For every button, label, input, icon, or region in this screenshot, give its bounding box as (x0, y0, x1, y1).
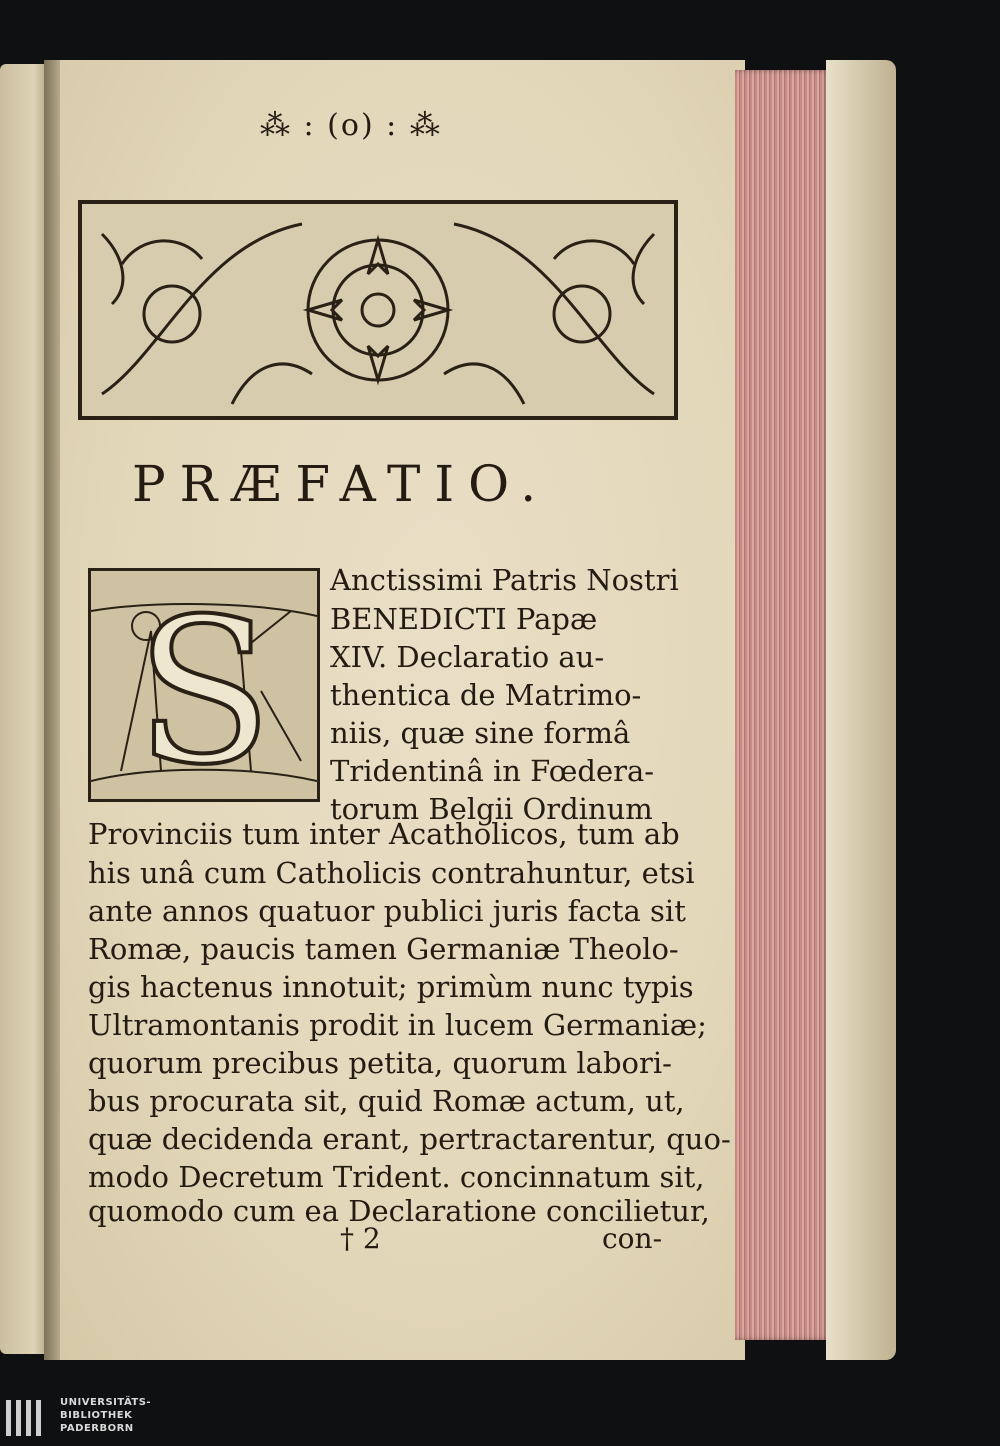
running-head: ⁂ : (o) : ⁂ (260, 108, 442, 143)
library-logo-text (60, 1396, 151, 1435)
book-cover-edge (826, 60, 896, 1360)
drop-cap-illustration-icon (91, 571, 317, 799)
body-line: quæ decidenda erant, pertractarentur, quo- (88, 1122, 731, 1156)
woodcut-headpiece (78, 200, 678, 420)
body-line: his unâ cum Catholicis contrahuntur, etsi (88, 856, 695, 890)
body-line: Ultramontanis prodit in lucem Germaniæ; (88, 1008, 707, 1042)
body-line: quorum precibus petita, quorum labori- (88, 1046, 672, 1080)
library-logo-icon (6, 1400, 50, 1436)
body-line: Anctissimi Patris Nostri (330, 563, 679, 597)
body-line: bus procurata sit, quid Romæ actum, ut, (88, 1084, 685, 1118)
left-page-edge (0, 64, 48, 1354)
catchword: con- (602, 1222, 663, 1255)
body-line: quomodo cum ea Declaratione concilietur, (88, 1194, 710, 1228)
body-line: Tridentinâ in Fœdera- (330, 754, 655, 788)
body-line: niis, quæ sine formâ (330, 716, 631, 750)
body-line: ante annos quatuor publici juris facta sit (88, 894, 686, 928)
signature-mark: † 2 (340, 1222, 381, 1255)
logo-line: PADERBORN (60, 1423, 134, 1434)
logo-line: BIBLIOTHEK (60, 1410, 133, 1421)
library-logo (0, 1394, 160, 1444)
body-line: gis hactenus innotuit; primùm nunc typis (88, 970, 694, 1004)
floral-ornament-icon (82, 204, 674, 416)
body-line: BENEDICTI Papæ (330, 602, 598, 636)
body-line: torum Belgii Ordinum (330, 792, 653, 826)
body-line: thentica de Matrimo- (330, 678, 642, 712)
body-line: modo Decretum Trident. concinnatum sit, (88, 1160, 705, 1194)
body-line: Romæ, paucis tamen Germaniæ Theolo- (88, 932, 679, 966)
logo-line: UNIVERSITÄTS- (60, 1397, 152, 1408)
body-line: Provinciis tum inter Acatholicos, tum ab (88, 817, 680, 851)
page-title: PRÆFATIO. (132, 455, 551, 513)
drop-cap-letter: S (135, 576, 273, 799)
body-line: XIV. Declaratio au- (330, 640, 605, 674)
woodcut-initial (88, 568, 320, 802)
page-edges (735, 70, 830, 1340)
